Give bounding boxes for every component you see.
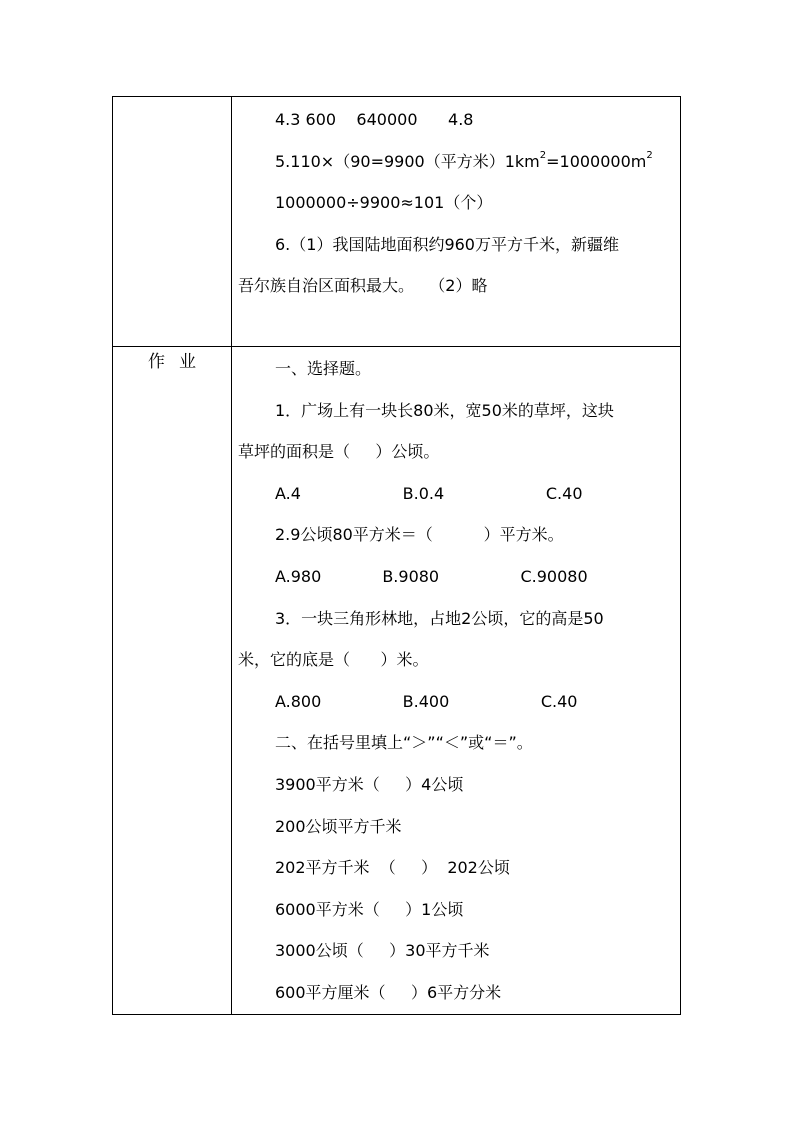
question-3: 3．一块三角形林地，占地2公顷，它的高是50 (275, 608, 604, 628)
question-2: 2.9公顷80平方米＝（ ）平方米。 (275, 525, 564, 545)
answer-line-5: 5.110×（90=9900（平方米）$1km^2=1000000m^2$ (275, 149, 653, 171)
question-1: 1．广场上有一块长80米，宽50米的草坪，这块 (275, 400, 614, 420)
question-3-options: A.800 B.400 C.40 (275, 691, 578, 711)
question-1-cont: 草坪的面积是（ ）公顷。 (238, 442, 440, 462)
homework-label-cell (113, 347, 232, 1015)
answer-line-5b: 1000000÷9900≈101（个） (275, 193, 493, 213)
question-2-options: A.980 B.9080 C.90080 (275, 566, 588, 586)
row-label (165, 97, 179, 117)
compare-6: 600平方厘米（ ）6平方分米 (275, 982, 502, 1002)
answers-cell (232, 97, 681, 347)
compare-1: 3900平方米（ ）4公顷 (275, 774, 464, 794)
answer-homework-table (112, 96, 681, 1015)
compare-4: 6000平方米（ ）1公顷 (275, 899, 464, 919)
section-2-title: 二、在括号里填上“＞”“＜”或“＝”。 (275, 733, 533, 753)
homework-label: 作业 (148, 352, 210, 372)
answer-line-6: 6.（1）我国陆地面积约960万平方千米，新疆维 (275, 234, 619, 254)
question-3-cont: 米，它的底是（ ）米。 (238, 650, 429, 670)
compare-5: 3000公顷（ ）30平方千米 (275, 941, 490, 961)
question-1-options: A.4 B.0.4 C.40 (275, 483, 583, 503)
answer-line-6b: 吾尔族自治区面积最大。 （2）略 (238, 276, 488, 296)
compare-3: 202平方千米 （ ） 202公顷 (275, 858, 510, 878)
homework-cell (232, 347, 681, 1015)
table-row (113, 97, 681, 347)
answer-line-4: 4.3 600 640000 4.8 (275, 110, 474, 129)
row-label-cell (113, 97, 232, 347)
table-row (113, 347, 681, 1015)
section-1-title: 一、选择题。 (275, 359, 372, 378)
compare-2: 200公顷平方千米 (275, 816, 402, 836)
